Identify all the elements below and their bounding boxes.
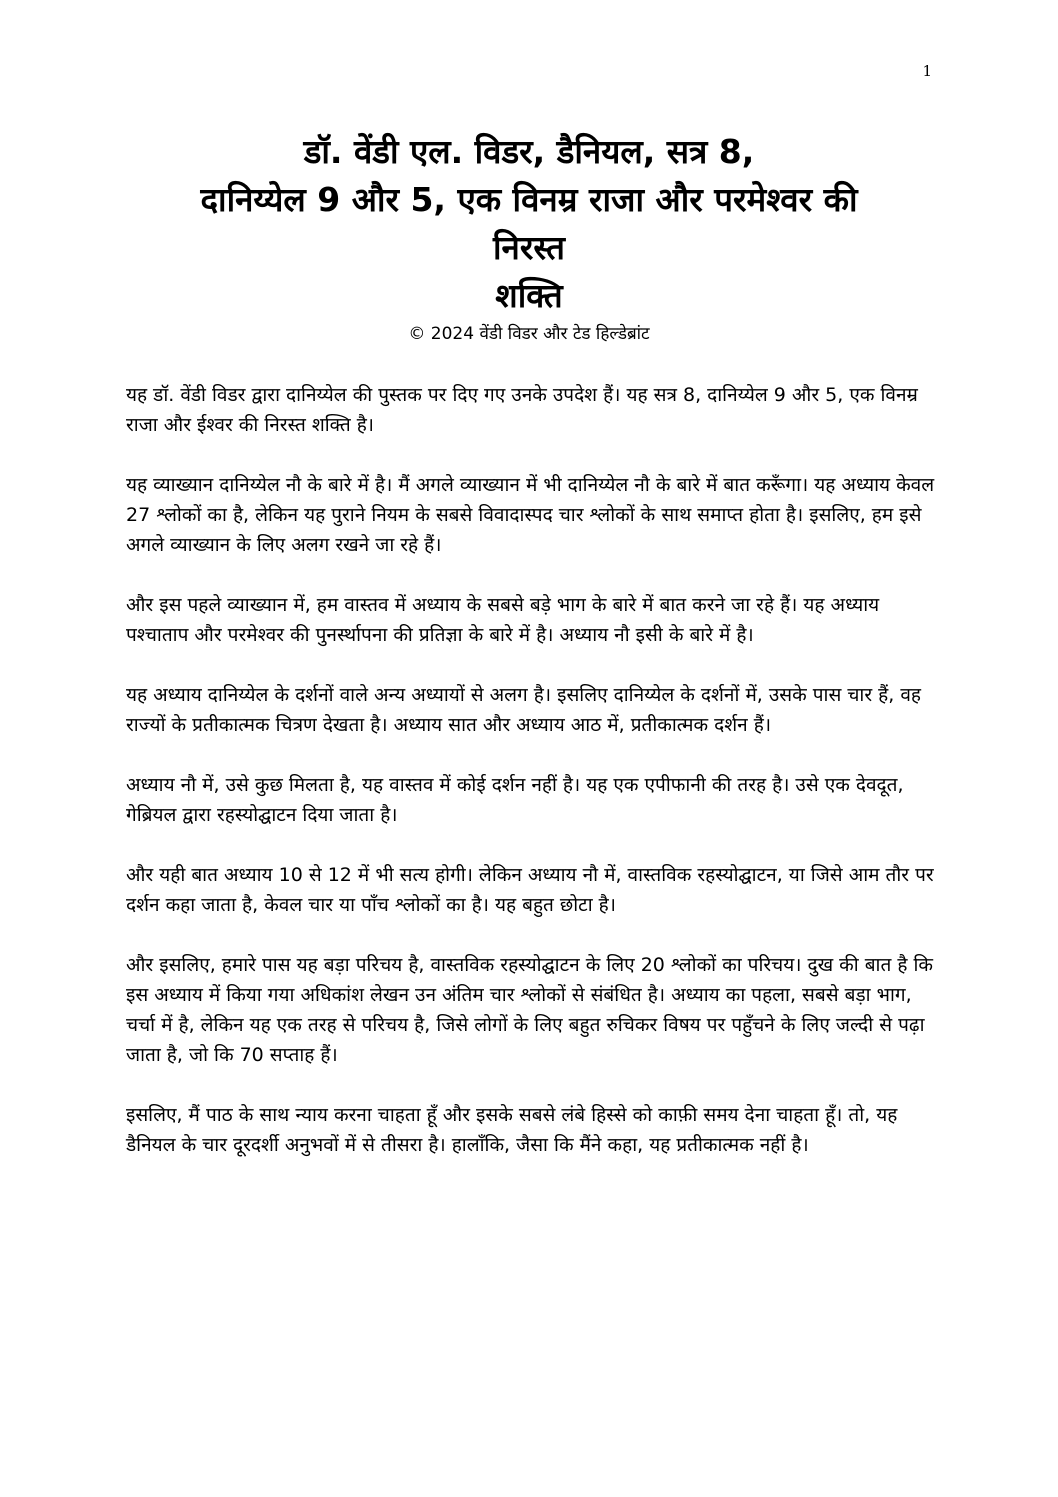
paragraph-5: अध्याय नौ में, उसे कुछ मिलता है, यह वास्तव में कोई दर्शन नहीं है। यह एक एपीफानी की तरह है। उसे एक देवदूत, गेब्रियल द्वारा रहस्योद्घाटन दिया जाता है। [126, 774, 904, 826]
page-title-line-2: दानिय्येल 9 और 5, एक विनम्र राजा और परमेश्वर की [200, 180, 858, 219]
page-title-line-1: डॉ. वेंडी एल. विडर, डैनियल, सत्र 8, [303, 132, 755, 171]
paragraph-2: यह व्याख्यान दानिय्येल नौ के बारे में है। मैं अगले व्याख्यान में भी दानिय्येल नौ के बारे में बात करूँगा। यह अध्याय केवल 27 श्लोकों का है, लेकिन यह पुराने नियम के सबसे विवादास्पद चार श्लोकों के साथ समाप्त होता है। इसलिए, हम इसे अगले व्याख्यान के लिए अलग रखने जा रहे हैं। [126, 474, 935, 556]
paragraph-1: यह डॉ. वेंडी विडर द्वारा दानिय्येल की पुस्तक पर दिए गए उनके उपदेश हैं। यह सत्र 8, दानिय्येल 9 और 5, एक विनम्र राजा और ईश्वर की निरस्त शक्ति है। [126, 384, 918, 436]
paragraph-6: और यही बात अध्याय 10 से 12 में भी सत्य होगी। लेकिन अध्याय नौ में, वास्तविक रहस्योद्घाटन, या जिसे आम तौर पर दर्शन कहा जाता है, केवल चार या पाँच श्लोकों का है। यह बहुत छोटा है। [126, 864, 934, 916]
title-block [100, 128, 958, 348]
paragraph-8: इसलिए, मैं पाठ के साथ न्याय करना चाहता हूँ और इसके सबसे लंबे हिस्से को काफ़ी समय देना चाहता हूँ। तो, यह डैनियल के चार दूरदर्शी अनुभवों में से तीसरा है। हालाँकि, जैसा कि मैंने कहा, यह प्रतीकात्मक नहीं है। [126, 1104, 898, 1156]
paragraph-7: और इसलिए, हमारे पास यह बड़ा परिचय है, वास्तविक रहस्योद्घाटन के लिए 20 श्लोकों का परिचय। दुख की बात है कि इस अध्याय में किया गया अधिकांश लेखन उन अंतिम चार श्लोकों से संबंधित है। अध्याय का पहला, सबसे बड़ा भाग, चर्चा में है, लेकिन यह एक तरह से परिचय है, जिसे लोगों के लिए बहुत रुचिकर विषय पर पहुँचने के लिए जल्दी से पढ़ा जाता है, जो कि 70 सप्ताह हैं। [126, 954, 933, 1066]
copyright-line: © 2024 वेंडी विडर और टेड हिल्डेब्रांट [408, 324, 650, 344]
document-body [126, 380, 938, 1190]
page-title-line-3: निरस्त [492, 228, 565, 267]
paragraph-4: यह अध्याय दानिय्येल के दर्शनों वाले अन्य अध्यायों से अलग है। इसलिए दानिय्येल के दर्शनों में, उसके पास चार हैं, वह राज्यों के प्रतीकात्मक चित्रण देखता है। अध्याय सात और अध्याय आठ में, प्रतीकात्मक दर्शन हैं। [126, 684, 921, 736]
page-title-line-4: शक्ति [495, 276, 563, 315]
paragraph-3: और इस पहले व्याख्यान में, हम वास्तव में अध्याय के सबसे बड़े भाग के बारे में बात करने जा रहे हैं। यह अध्याय पश्चाताप और परमेश्वर की पुनर्स्थापना की प्रतिज्ञा के बारे में है। अध्याय नौ इसी के बारे में है। [126, 594, 880, 646]
page-number: 1 [922, 62, 932, 80]
